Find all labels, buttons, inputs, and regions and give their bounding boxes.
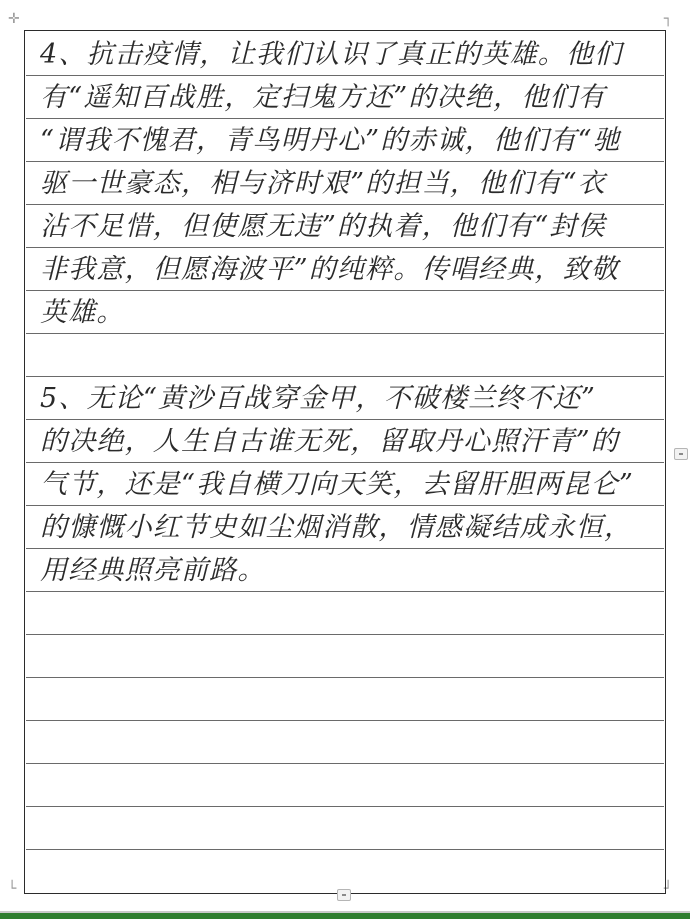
resize-handle-bottom-icon[interactable] (337, 889, 351, 901)
crop-mark-icon: ✛ (8, 11, 20, 27)
handwritten-line: 驱一世豪态，相与济时艰”的担当，他们有“衣 (40, 168, 606, 199)
rule-line (26, 763, 664, 764)
handwritten-line: 沾不足惜，但使愿无违”的执着，他们有“封侯 (40, 211, 606, 242)
handwritten-line: 英雄。 (40, 297, 125, 328)
handwritten-line: 4、抗击疫情，让我们认识了真正的英雄。他们 (40, 39, 623, 70)
rule-line (26, 849, 664, 850)
rule-line (26, 634, 664, 635)
handwritten-line: 5、无论“黄沙百战穿金甲，不破楼兰终不还” (40, 383, 596, 414)
crop-mark-icon: ┐ (664, 11, 673, 27)
crop-mark-icon: └ (8, 881, 17, 897)
handwritten-line: 非我意，但愿海波平”的纯粹。传唱经典，致敬 (40, 254, 620, 285)
ruled-paper (26, 32, 664, 890)
handwritten-line: “谓我不愧君，青鸟明丹心”的赤诚，他们有“驰 (40, 125, 621, 156)
rule-line (26, 806, 664, 807)
handwritten-line: 的决绝，人生自古谁无死，留取丹心照汗青”的 (40, 426, 620, 457)
handwritten-line: 气节，还是“我自横刀向天笑，去留肝胆两昆仑” (40, 469, 635, 500)
handwritten-line: 用经典照亮前路。 (40, 555, 266, 586)
handwritten-line: 有“遥知百战胜，定扫鬼方还”的决绝，他们有 (40, 82, 606, 113)
handwritten-line: 的慷慨小红节史如尘烟消散，情感凝结成永恒， (40, 512, 633, 543)
rule-line (26, 720, 664, 721)
status-strip (0, 913, 690, 919)
resize-handle-right-icon[interactable] (674, 448, 688, 460)
handwritten-line (40, 335, 656, 377)
rule-line (26, 677, 664, 678)
crop-mark-icon: ┘ (664, 881, 673, 897)
